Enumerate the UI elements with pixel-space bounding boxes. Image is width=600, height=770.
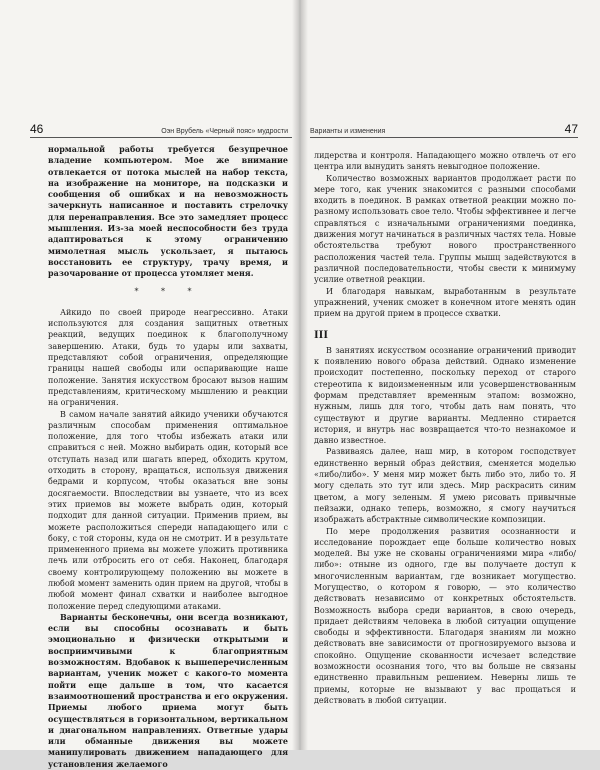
right-page-number: 47 bbox=[564, 122, 578, 136]
header-rule bbox=[30, 137, 292, 138]
paragraph: Варианты бесконечны, они всегда возникают, если вы способны осознавать и быть эмоционально и физически открытыми и восприимчивыми к благоприятным возможностям. Вдобавок к вышеперечисленным вариантам, ученик может с какого-то момента пойти еще дальше в том, что касается взаимоотношений пространства и его окружения. Приемы любого приема могут быть осуществляться в горизонтальном, вертикальном и диагональном направлениях. Ответные удары или обманные движения вы можете манипулировать движением нападающего для установления желаемого bbox=[48, 611, 288, 769]
section-break: * * * bbox=[134, 286, 202, 296]
paragraph: По мере продолжения развития осознанности и исследование порождает еще больше количество новых моделей. Вы уже не скованы ограничениями мира «либо/либо»: отныне из одного, где вы получаете доступ к многочисленным вариантам, где возникает могущество. Могущество, о котором я говорю, — это количество действовать независимо от конкретных обстоятельств. Возможность выбора среди вариантов, в свою очередь, придает действиям человека в любой ситуации ощущение свободы и эффективности. Благодаря знаниям ли можно действовать вне зависимости от прогнозируемого вызова и спокойно. Ощущение скованности исчезает вследствие возможности осознания того, что вы больше не связаны единственно правильным решением. Неверны лишь те приемы, которые не вызывают у вас прощаться и действовать в любой ситуации. bbox=[314, 526, 576, 705]
left-page-body bbox=[48, 144, 288, 770]
header-rule bbox=[310, 137, 578, 138]
right-page-body bbox=[314, 150, 576, 706]
paragraph: Развиваясь далее, наш мир, в котором господствует единственно верный образ действия, сменяется моделью «либо/либо». У меня мир может быть либо это, либо то. Я могу сделать это тут или здесь. Мир раскрасить синим цветом, а могу зеленым. Я умею рисовать привычные пейзажи, однако теперь, возможно, я смогу научиться изображать абстрактные символические композиции. bbox=[314, 447, 576, 525]
left-running-head: Оэн Врубель «Черный пояс» мудрости bbox=[161, 128, 288, 135]
paragraph: лидерства и контроля. Нападающего можно отвлечь от его центра или вынудить занять невыгодное положение. bbox=[314, 151, 576, 172]
book-gutter bbox=[292, 0, 308, 750]
paragraph: Айкидо по своей природе неагрессивно. Атаки используются для создания защитных ответных реакций, ведущих поединок к благополучному завершению. Атаки, будь то удары или захваты, представляют собой ограничения, определяющие границы нашей свободы или оспаривающие наше положение. Занятия искусством бросают вызов нашим представлениям, критическому мышлению и реакции на ограничения. bbox=[48, 307, 288, 408]
right-running-head: Варианты и изменения bbox=[310, 128, 386, 135]
paragraph: В занятиях искусством осознание ограничений приводит к появлению нового образа действий. Однако изменение происходит постепенно, поскольку переход от старого стереотипа к видоизмененным или усовершенствованным формам представляет временным этапом: возможно, нужным, лишь для того, чтобы дать нам понять, что существуют и другие варианты. Медленно стирается история, и внутрь нас возвращается что-то незнакомое и давно известное. bbox=[314, 345, 576, 446]
paragraph: И благодаря навыкам, выработанным в результате упражнений, ученик сможет в конечном итоге менять один прием на другой прием в процессе схватки. bbox=[314, 286, 576, 319]
left-page bbox=[0, 0, 298, 769]
paragraph: нормальной работы требуется безупречное владение компьютером. Мое же внимание отвлекается от потока мыслей на набор текста, на изображение на мониторе, на подсказки и сообщения об ошибках и на невозможность зачеркнуть написанное и поставить стрелочку для перенаправления. Все это замедляет процесс мышления. Из-за моей неспособности без труда адаптироваться к этому ограничению мимолетная мысль ускользает, я пытаюсь восстановить ее структуру, трачу время, и разочарование от процесса утомляет меня. bbox=[48, 144, 288, 279]
right-page-header bbox=[310, 120, 578, 138]
right-page bbox=[300, 0, 600, 750]
paragraph: В самом начале занятий айкидо ученики обучаются различным способам применения оптимальное положение, для того чтобы избежать атаки или справиться с ней. Можно выбирать один, который все отступать назад или шагать вперед, обходить крутом, отходить в сторону, вращаться, используя движения бедрами и корпусом, чтобы оказаться вне зоны досягаемости. Впоследствии вы узнаете, что из всех этих приемов вы можете выбрать один, который подходит для данной ситуации. Применив прием, вы можете расположиться спереди нападающего или с боку, с той стороны, куда он не смотрит. И в результате примененного приема вы можете уложить противника лечь или отбросить его от себя. Наконец, благодаря своему контролирующему положению вы можете в любой момент заменить один прием на другой, чтобы в любой момент финал схватки и наиболее выгодное положение перед следующими атаками. bbox=[48, 409, 288, 611]
section-numeral: III bbox=[314, 327, 329, 342]
left-page-header bbox=[30, 120, 292, 138]
paragraph: Количество возможных вариантов продолжает расти по мере того, как ученик знакомится с разными способами входить в поединок. В рамках ответной реакции можно по-разному использовать свое тело. Чтобы эффективнее и легче справляться с изначальными ограничениями поединка, движения могут начинаться в различных частях тела. Новые обстоятельства требуют нового пространственного расположения частей тела. Группы мышц задействуются в различной последовательности, чтобы свести к минимуму усилие ответной реакции. bbox=[314, 173, 577, 285]
left-page-number: 46 bbox=[30, 122, 44, 136]
